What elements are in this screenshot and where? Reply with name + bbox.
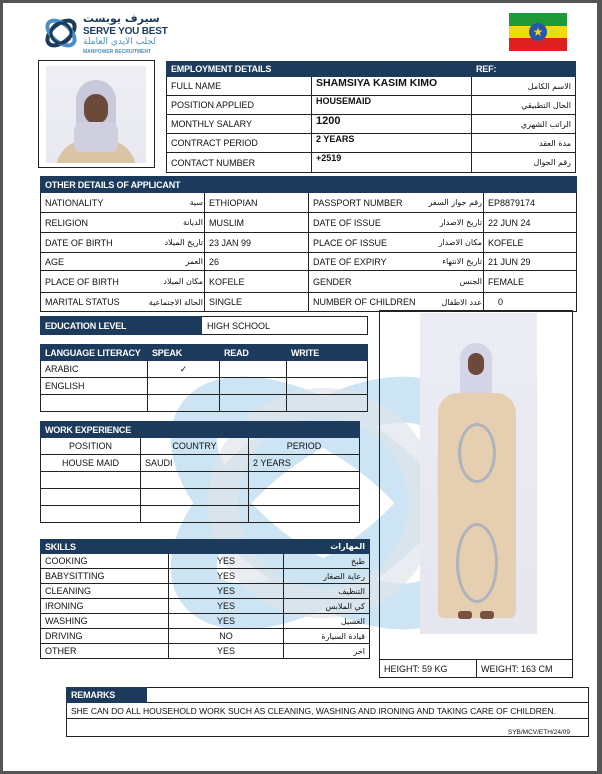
skill-name: DRIVING: [41, 629, 169, 644]
field-label-ar: تاريخ الانتهاء: [420, 253, 484, 271]
skill-row: [41, 584, 370, 599]
remarks-text: SHE CAN DO ALL HOUSEHOLD WORK SUCH AS CLEANING, WASHING AND IRONING AND TAKING CARE OF CHILDREN.: [67, 703, 589, 719]
employment-details-table: [166, 61, 576, 173]
work-position: [41, 472, 141, 489]
field-label: DATE OF ISSUE: [309, 213, 420, 233]
country-header: COUNTRY: [141, 438, 249, 455]
position-applied-value: HOUSEMAID: [312, 96, 472, 115]
other-details-table: [40, 176, 577, 312]
field-label: FULL NAME: [167, 77, 312, 96]
details-row: [41, 193, 577, 213]
field-label-ar: مكان الاصدار: [420, 233, 484, 253]
measurements-table: [379, 659, 573, 678]
employment-row: [167, 96, 576, 115]
portrait-photo-frame: [38, 60, 155, 168]
read-header: READ: [220, 345, 287, 361]
write-cell: [287, 378, 368, 395]
date-of-expiry-value: 21 JUN 29: [484, 253, 577, 271]
work-period: [249, 489, 360, 506]
field-label: AGE: [41, 253, 147, 271]
skill-row: [41, 569, 370, 584]
language-row: [41, 395, 368, 412]
skills-header-ar: المهارات: [284, 540, 370, 554]
field-label-ar: الحالة الاجتماعية: [147, 293, 205, 312]
skill-row: [41, 614, 370, 629]
contract-period-value: 2 YEARS: [312, 134, 472, 153]
field-label: RELIGION: [41, 213, 147, 233]
language-name: ARABIC: [41, 361, 148, 378]
field-label-ar: عدد الاطفال: [420, 293, 484, 312]
language-header: LANGUAGE LITERACY: [41, 345, 148, 361]
skill-value: NO: [169, 629, 284, 644]
position-header: POSITION: [41, 438, 141, 455]
full-name-value: SHAMSIYA KASIM KIMO: [312, 77, 472, 96]
company-name: SERVE YOU BEST: [83, 26, 168, 37]
work-row: [41, 489, 360, 506]
skill-value: YES: [169, 584, 284, 599]
work-position: HOUSE MAID: [41, 455, 141, 472]
skill-name-ar: طبخ: [284, 554, 370, 569]
field-label: PASSPORT NUMBER: [309, 193, 420, 213]
field-label-ar: تاريخ الاصدار: [420, 213, 484, 233]
work-experience-header-blank: [249, 422, 360, 438]
employment-row: [167, 77, 576, 96]
skills-table: [40, 539, 370, 659]
knot-logo-icon: [41, 13, 81, 53]
skill-value: YES: [169, 644, 284, 659]
language-row: [41, 361, 368, 378]
skill-name: COOKING: [41, 554, 169, 569]
education-level-label: EDUCATION LEVEL: [41, 317, 202, 335]
work-period: 2 YEARS: [249, 455, 360, 472]
skill-name: OTHER: [41, 644, 169, 659]
field-label: PLACE OF ISSUE: [309, 233, 420, 253]
field-label-ar: الحال التطبيقي: [472, 96, 576, 115]
skill-name: IRONING: [41, 599, 169, 614]
weight-value: WEIGHT: 163 CM: [477, 660, 573, 678]
employment-row: [167, 134, 576, 153]
language-name: [41, 395, 148, 412]
date-of-birth-value: 23 JAN 99: [205, 233, 309, 253]
field-label: GENDER: [309, 271, 420, 293]
work-row: [41, 472, 360, 489]
read-cell: [220, 361, 287, 378]
skill-row: [41, 629, 370, 644]
read-cell: [220, 378, 287, 395]
skill-row: [41, 644, 370, 659]
field-label-ar: تاريخ الميلاد: [147, 233, 205, 253]
religion-value: MUSLIM: [205, 213, 309, 233]
skill-row: [41, 554, 370, 569]
height-value: HEIGHT: 59 KG: [380, 660, 477, 678]
skill-value: YES: [169, 614, 284, 629]
field-label-ar: الديانة: [147, 213, 205, 233]
skill-value: YES: [169, 599, 284, 614]
nationality-value: ETHIOPIAN: [205, 193, 309, 213]
field-label: CONTACT NUMBER: [167, 153, 312, 173]
education-table: [40, 316, 368, 335]
details-row: [41, 253, 577, 271]
employment-row: [167, 115, 576, 134]
read-cell: [220, 395, 287, 412]
speak-cell: [148, 378, 220, 395]
skill-row: [41, 599, 370, 614]
field-label-ar: رقم الجوال: [472, 153, 576, 173]
field-label-ar: العمر: [147, 253, 205, 271]
education-level-value: HIGH SCHOOL: [202, 317, 368, 335]
remarks-table: [66, 687, 589, 737]
skill-name: CLEANING: [41, 584, 169, 599]
field-label: NATIONALITY: [41, 193, 147, 213]
field-label-ar: سية: [147, 193, 205, 213]
full-body-photo-frame: [379, 310, 573, 660]
field-label: POSITION APPLIED: [167, 96, 312, 115]
work-country: [141, 506, 249, 523]
skill-name-ar: اخر: [284, 644, 370, 659]
work-row: [41, 506, 360, 523]
skill-name-ar: كي الملابس: [284, 599, 370, 614]
work-header-row: [41, 438, 360, 455]
work-row: [41, 455, 360, 472]
age-value: 26: [205, 253, 309, 271]
work-position: [41, 489, 141, 506]
language-row: [41, 378, 368, 395]
field-label-ar: الاسم الكامل: [472, 77, 576, 96]
portrait-photo: [46, 66, 146, 163]
field-label: MARITAL STATUS: [41, 293, 147, 312]
field-label: DATE OF BIRTH: [41, 233, 147, 253]
date-of-issue-value: 22 JUN 24: [484, 213, 577, 233]
checkmark-icon: ✓: [148, 361, 220, 378]
skill-name: WASHING: [41, 614, 169, 629]
speak-header: SPEAK: [148, 345, 220, 361]
field-label-ar: مدة العقد: [472, 134, 576, 153]
skill-value: YES: [169, 554, 284, 569]
details-row: [41, 271, 577, 293]
skill-value: YES: [169, 569, 284, 584]
company-name-ar: سيرف يوبست: [83, 12, 160, 25]
work-position: [41, 506, 141, 523]
ethiopia-flag-icon: ★: [509, 13, 567, 51]
remarks-header-blank: [147, 688, 589, 703]
full-body-photo: [420, 313, 537, 634]
write-cell: [287, 361, 368, 378]
speak-cell: [148, 395, 220, 412]
field-label: DATE OF EXPIRY: [309, 253, 420, 271]
work-period: [249, 472, 360, 489]
field-label-ar: مكان الميلاد: [147, 271, 205, 293]
other-details-header: OTHER DETAILS OF APPLICANT: [41, 177, 577, 193]
field-label-ar: الجنس: [420, 271, 484, 293]
write-header: WRITE: [287, 345, 368, 361]
place-of-birth-value: KOFELE: [205, 271, 309, 293]
field-label-ar: الراتب الشهري: [472, 115, 576, 134]
number-of-children-value: 0: [484, 293, 577, 312]
employment-details-header: EMPLOYMENT DETAILS: [167, 62, 472, 77]
skill-name-ar: الغسيل: [284, 614, 370, 629]
monthly-salary-value: 1200: [312, 115, 472, 134]
work-experience-header: WORK EXPERIENCE: [41, 422, 249, 438]
write-cell: [287, 395, 368, 412]
cv-page: [3, 3, 597, 771]
skill-name-ar: التنظيف: [284, 584, 370, 599]
field-label: NUMBER OF CHILDREN: [309, 293, 420, 312]
work-country: [141, 489, 249, 506]
skills-header: SKILLS: [41, 540, 284, 554]
details-row: [41, 293, 577, 312]
marital-status-value: SINGLE: [205, 293, 309, 312]
details-row: [41, 213, 577, 233]
company-tagline: MANPOWER RECRUITMENT: [83, 49, 152, 55]
language-name: ENGLISH: [41, 378, 148, 395]
skill-name-ar: رعاية الصغار: [284, 569, 370, 584]
ref-label: REF:: [472, 62, 576, 77]
details-row: [41, 233, 577, 253]
period-header: PERIOD: [249, 438, 360, 455]
company-tagline-ar: لجلب الايدي العاملة: [83, 37, 156, 47]
contact-number-value: +2519: [312, 153, 472, 173]
skill-name-ar: قيادة السيارة: [284, 629, 370, 644]
field-label: PLACE OF BIRTH: [41, 271, 147, 293]
skill-name: BABYSITTING: [41, 569, 169, 584]
field-label-ar: رقم جواز السفر: [420, 193, 484, 213]
work-period: [249, 506, 360, 523]
work-country: SAUDI: [141, 455, 249, 472]
employment-row: [167, 153, 576, 173]
language-table: [40, 344, 368, 412]
work-country: [141, 472, 249, 489]
field-label: MONTHLY SALARY: [167, 115, 312, 134]
reference-code: SYB/MCV/ETH/24/09: [67, 719, 589, 737]
work-experience-table: [40, 421, 360, 523]
gender-value: FEMALE: [484, 271, 577, 293]
remarks-header: REMARKS: [67, 688, 147, 703]
passport-number-value: EP8879174: [484, 193, 577, 213]
place-of-issue-value: KOFELE: [484, 233, 577, 253]
field-label: CONTRACT PERIOD: [167, 134, 312, 153]
